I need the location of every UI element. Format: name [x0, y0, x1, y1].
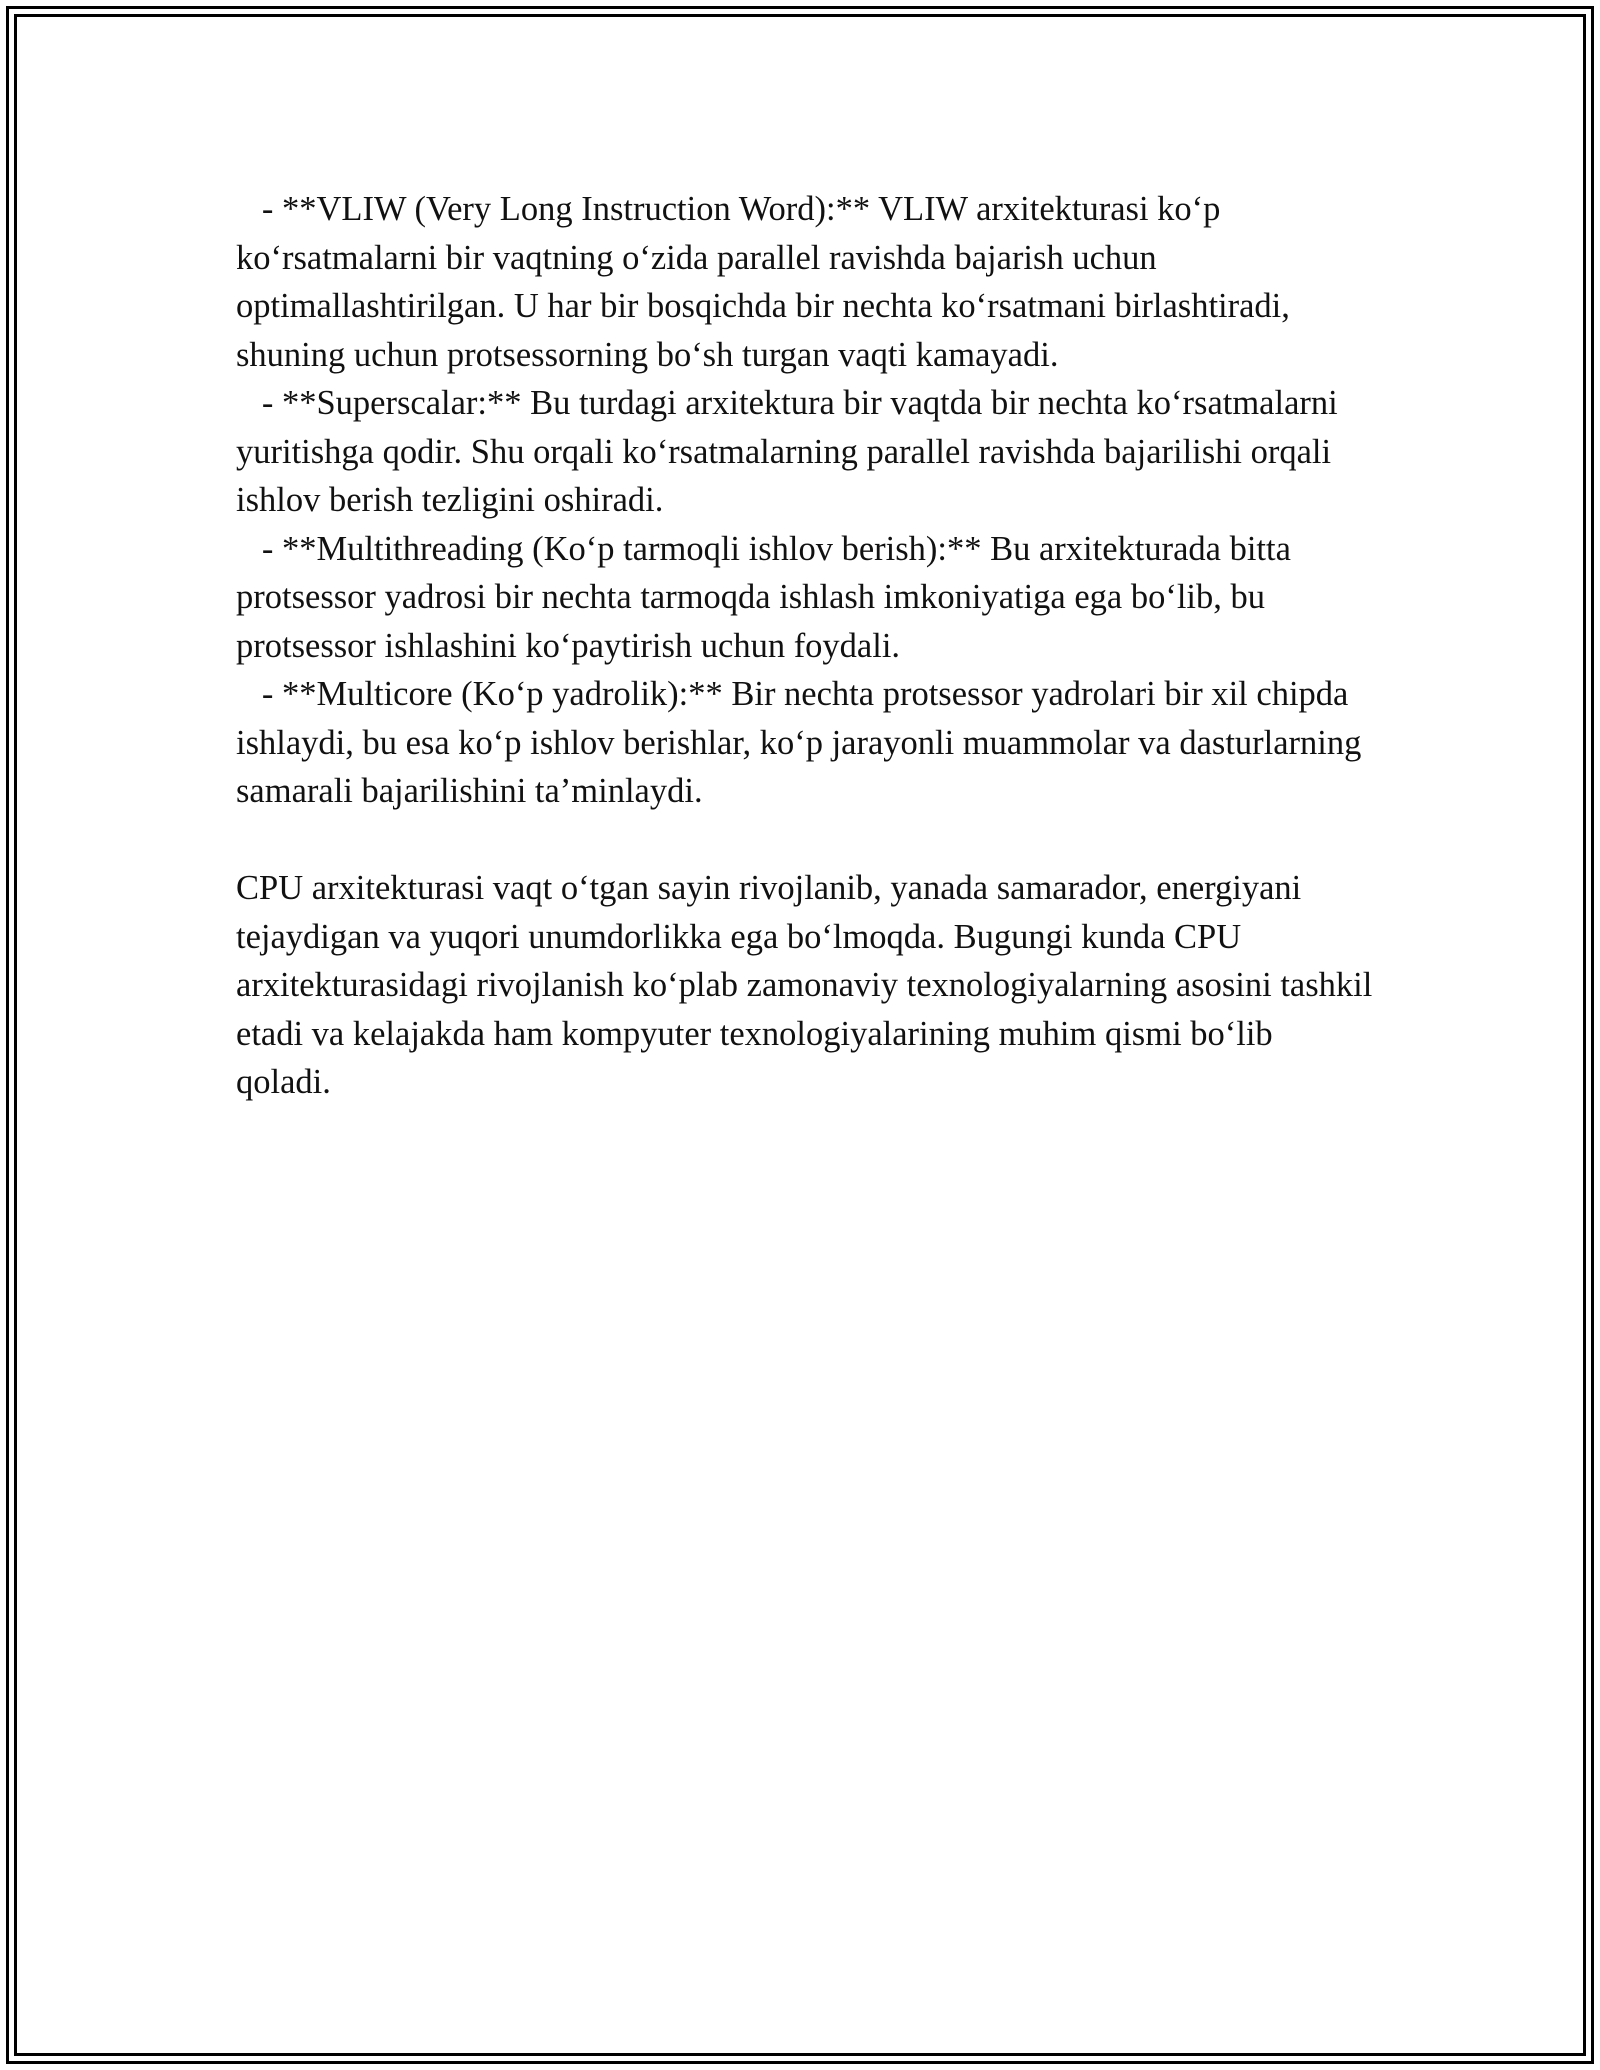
list-item-superscalar: - **Superscalar:** Bu turdagi arxitektura bir vaqtda bir nechta ko‘rsatmalarni yuritishga qodir. Shu orqali ko‘rsatmalarning parallel ravishda bajarilishi orqali ishlov berish tezligini oshiradi.	[236, 384, 1347, 519]
conclusion-paragraph: CPU arxitekturasi vaqt o‘tgan sayin rivojlanib, yanada samarador, energiyani tejaydigan va yuqori unumdorlikka ega bo‘lmoqda. Bugungi kunda CPU arxitekturasidagi rivojlanish ko‘plab zamonaviy texnologiyalarning asosini tashkil etadi va kelajakda ham kompyuter texnologiyalarining muhim qismi bo‘lib qoladi.	[236, 869, 1381, 1101]
document-body	[236, 185, 1381, 1107]
list-item-vliw: - **VLIW (Very Long Instruction Word):** VLIW arxitekturasi ko‘p ko‘rsatmalarni bir vaqtning o‘zida parallel ravishda bajarish uchun optimallashtirilgan. U har bir bosqichda bir nechta ko‘rsatmani birlashtiradi, shuning uchun protsessorning bo‘sh turgan vaqti kamayadi.	[236, 190, 1299, 374]
list-item-multithreading: - **Multithreading (Ko‘p tarmoqli ishlov berish):** Bu arxitekturada bitta protsessor yadrosi bir nechta tarmoqda ishlash imkoniyatiga ega bo‘lib, bu protsessor ishlashini ko‘paytirish uchun foydali.	[236, 529, 1300, 665]
list-item-multicore: - **Multicore (Ko‘p yadrolik):** Bir nechta protsessor yadrolari bir xil chipda ishlaydi, bu esa ko‘p ishlov berishlar, ko‘p jarayonli muammolar va dasturlarning samarali bajarilishini ta’minlaydi.	[236, 675, 1370, 810]
paragraph-spacer	[236, 816, 1376, 865]
